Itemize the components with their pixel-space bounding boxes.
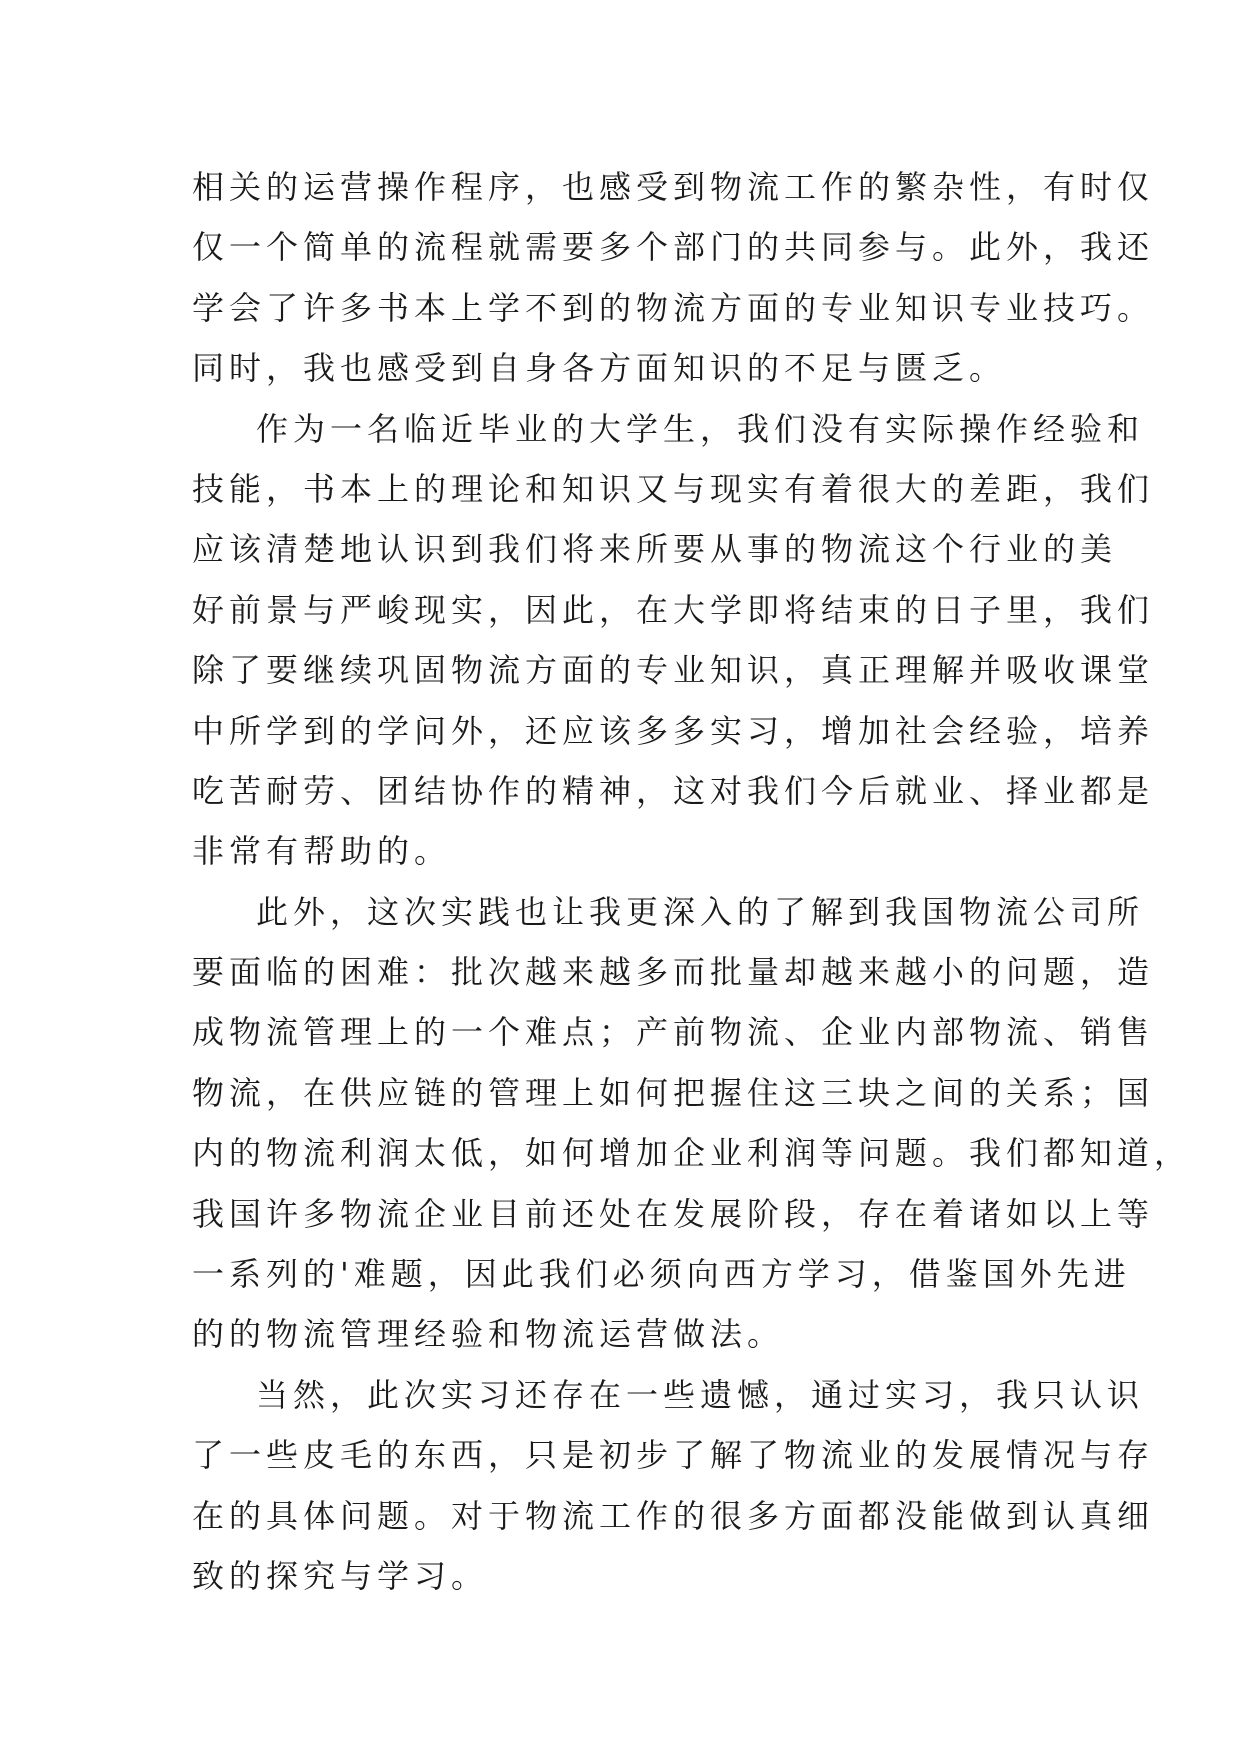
text-line: 内的物流利润太低，如何增加企业利润等问题。我们都知道， bbox=[192, 1134, 1192, 1173]
text-line: 当然，此次实习还存在一些遗憾，通过实习，我只认识 bbox=[256, 1375, 1145, 1414]
text-line: 同时，我也感受到自身各方面知识的不足与匮乏。 bbox=[192, 349, 1007, 388]
text-line: 中所学到的学问外，还应该多多实习，增加社会经验，培养 bbox=[192, 711, 1155, 750]
text-line: 物流，在供应链的管理上如何把握住这三块之间的关系；国 bbox=[192, 1073, 1155, 1112]
paragraph-2 bbox=[192, 399, 1155, 882]
text-line: 此外，这次实践也让我更深入的了解到我国物流公司所 bbox=[256, 892, 1145, 931]
text-line: 吃苦耐劳、团结协作的精神，这对我们今后就业、择业都是 bbox=[192, 771, 1155, 810]
document-body bbox=[192, 157, 1192, 1606]
text-line: 我国许多物流企业目前还处在发展阶段，存在着诸如以上等 bbox=[192, 1194, 1155, 1233]
text-line: 的的物流管理经验和物流运营做法。 bbox=[192, 1315, 785, 1354]
text-line: 在的具体问题。对于物流工作的很多方面都没能做到认真细 bbox=[192, 1496, 1155, 1535]
text-line: 仅一个简单的流程就需要多个部门的共同参与。此外，我还 bbox=[192, 228, 1155, 267]
text-line: 技能，书本上的理论和知识又与现实有着很大的差距，我们 bbox=[192, 469, 1155, 508]
text-line: 成物流管理上的一个难点；产前物流、企业内部物流、销售 bbox=[192, 1013, 1155, 1052]
text-line: 非常有帮助的。 bbox=[192, 832, 452, 871]
paragraph-1 bbox=[192, 157, 1155, 399]
text-line: 一系列的'难题，因此我们必须向西方学习，借鉴国外先进 bbox=[192, 1255, 1131, 1294]
text-line: 应该清楚地认识到我们将来所要从事的物流这个行业的美 bbox=[192, 530, 1118, 569]
paragraph-4 bbox=[192, 1365, 1155, 1607]
text-line: 要面临的困难：批次越来越多而批量却越来越小的问题，造 bbox=[192, 953, 1155, 992]
text-line: 除了要继续巩固物流方面的专业知识，真正理解并吸收课堂 bbox=[192, 651, 1155, 690]
text-line: 作为一名临近毕业的大学生，我们没有实际操作经验和 bbox=[256, 409, 1145, 448]
text-line: 致的探究与学习。 bbox=[192, 1556, 489, 1595]
text-line: 相关的运营操作程序，也感受到物流工作的繁杂性，有时仅 bbox=[192, 168, 1155, 206]
text-line: 了一些皮毛的东西，只是初步了解了物流业的发展情况与存 bbox=[192, 1436, 1155, 1475]
text-line: 学会了许多书本上学不到的物流方面的专业知识专业技巧。 bbox=[192, 288, 1155, 327]
paragraph-3 bbox=[192, 882, 1192, 1365]
text-line: 好前景与严峻现实，因此，在大学即将结束的日子里，我们 bbox=[192, 590, 1155, 629]
